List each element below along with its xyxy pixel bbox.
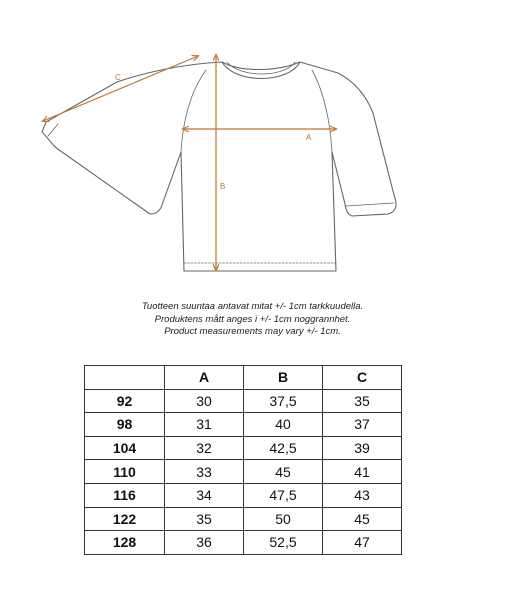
size-cell: 122 <box>85 507 165 531</box>
size-cell: 116 <box>85 483 165 507</box>
b-cell: 50 <box>244 507 323 531</box>
table-row <box>85 483 402 507</box>
table-row <box>85 460 402 484</box>
size-cell: 92 <box>85 389 165 413</box>
a-cell: 35 <box>165 507 244 531</box>
b-cell: 40 <box>244 413 323 437</box>
c-cell: 41 <box>323 460 402 484</box>
c-cell: 37 <box>323 413 402 437</box>
b-cell: 52,5 <box>244 531 323 555</box>
b-cell: 37,5 <box>244 389 323 413</box>
measurement-c-line <box>43 56 198 121</box>
c-cell: 43 <box>323 483 402 507</box>
size-cell: 104 <box>85 436 165 460</box>
table-row <box>85 531 402 555</box>
table-row <box>85 436 402 460</box>
size-cell: 98 <box>85 413 165 437</box>
b-cell: 45 <box>244 460 323 484</box>
size-cell: 128 <box>85 531 165 555</box>
header-b: B <box>244 366 323 390</box>
note-english: Product measurements may vary +/- 1cm. <box>164 326 341 337</box>
header-size <box>85 366 165 390</box>
a-cell: 36 <box>165 531 244 555</box>
a-cell: 30 <box>165 389 244 413</box>
label-a: A <box>306 133 312 142</box>
label-b: B <box>220 182 226 191</box>
a-cell: 34 <box>165 483 244 507</box>
c-cell: 39 <box>323 436 402 460</box>
a-cell: 32 <box>165 436 244 460</box>
table-row <box>85 413 402 437</box>
b-cell: 42,5 <box>244 436 323 460</box>
label-c: C <box>115 73 121 82</box>
measurement-notes <box>0 301 505 339</box>
header-c: C <box>323 366 402 390</box>
header-a: A <box>165 366 244 390</box>
long-sleeve-shirt-icon <box>42 62 396 271</box>
shirt-measurement-diagram <box>0 0 505 285</box>
c-cell: 45 <box>323 507 402 531</box>
note-finnish: Tuotteen suuntaa antavat mitat +/- 1cm tarkkuudella. <box>141 301 364 312</box>
size-table <box>84 365 402 555</box>
c-cell: 35 <box>323 389 402 413</box>
note-swedish: Produktens mått anges i +/- 1cm noggrannhet. <box>154 313 351 325</box>
a-cell: 33 <box>165 460 244 484</box>
table-header-row <box>85 366 402 390</box>
table-row <box>85 507 402 531</box>
c-cell: 47 <box>323 531 402 555</box>
table-row <box>85 389 402 413</box>
size-cell: 110 <box>85 460 165 484</box>
b-cell: 47,5 <box>244 483 323 507</box>
a-cell: 31 <box>165 413 244 437</box>
